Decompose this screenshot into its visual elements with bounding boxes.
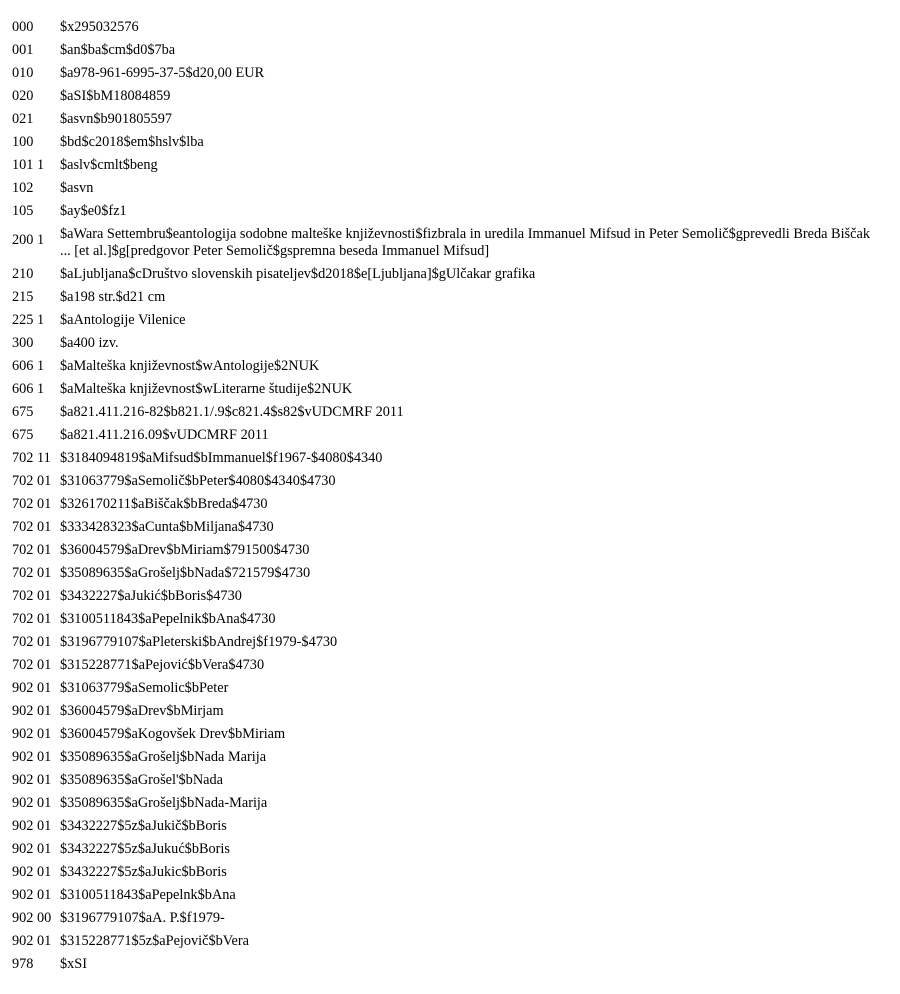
field-value: $36004579$aKogovšek Drev$bMiriam: [60, 726, 286, 742]
field-value: $x295032576: [60, 19, 139, 35]
field-tag: 702 01: [12, 496, 52, 512]
field-tag: 300: [12, 335, 34, 351]
marc-field-000: [12, 16, 882, 39]
field-value: $a821.411.216.09$vUDCMRF 2011: [60, 427, 269, 443]
marc-field-702: [12, 470, 882, 493]
field-value: $315228771$aPejović$bVera$4730: [60, 657, 265, 673]
field-value: $3196779107$aA. P.$f1979-: [60, 910, 225, 926]
marc-field-606: [12, 355, 882, 378]
field-value: $an$ba$cm$d0$7ba: [60, 42, 176, 58]
field-value: $3100511843$aPepelnk$bAna: [60, 887, 236, 903]
marc-field-902: [12, 838, 882, 861]
field-value: $35089635$aGrošelj$bNada$721579$4730: [60, 565, 311, 581]
field-tag: 606 1: [12, 381, 45, 397]
field-tag: 702 01: [12, 588, 52, 604]
field-tag: 702 01: [12, 634, 52, 650]
field-value: $bd$c2018$em$hslv$lba: [60, 134, 204, 150]
field-value: $aMalteška književnost$wLiterarne študije$2NUK: [60, 381, 353, 397]
field-tag: 902 01: [12, 749, 52, 765]
field-tag: 902 01: [12, 772, 52, 788]
field-value: $xSI: [60, 956, 88, 972]
field-value: $326170211$aBiščak$bBreda$4730: [60, 496, 268, 512]
field-tag: 675: [12, 427, 34, 443]
marc-field-675: [12, 424, 882, 447]
field-tag: 902 01: [12, 680, 52, 696]
marc-field-902: [12, 792, 882, 815]
field-tag: 902 01: [12, 726, 52, 742]
field-value: $35089635$aGrošelj$bNada Marija: [60, 749, 267, 765]
field-value: $35089635$aGrošelj$bNada-Marija: [60, 795, 268, 811]
field-value: $asvn$b901805597: [60, 111, 172, 127]
field-value: $3196779107$aPleterski$bAndrej$f1979-$4730: [60, 634, 338, 650]
marc-field-902: [12, 861, 882, 884]
field-tag: 210: [12, 266, 34, 282]
marc-field-902: [12, 815, 882, 838]
field-value: $333428323$aCunta$bMiljana$4730: [60, 519, 274, 535]
field-tag: 702 01: [12, 657, 52, 673]
field-tag: 978: [12, 956, 34, 972]
field-value: $3432227$5z$aJukuć$bBoris: [60, 841, 230, 857]
field-tag: 606 1: [12, 358, 45, 374]
field-tag: 902 01: [12, 887, 52, 903]
field-value: $35089635$aGrošel'$bNada: [60, 772, 223, 788]
field-value: $ay$e0$fz1: [60, 203, 127, 219]
field-tag: 902 01: [12, 864, 52, 880]
field-value: $3184094819$aMifsud$bImmanuel$f1967-$4080$4340: [60, 450, 383, 466]
marc-field-702: [12, 654, 882, 677]
field-tag: 702 01: [12, 473, 52, 489]
field-value: $3432227$5z$aJukic$bBoris: [60, 864, 227, 880]
field-value: $asvn: [60, 180, 94, 196]
marc-field-702: [12, 539, 882, 562]
marc-field-902: [12, 746, 882, 769]
field-tag: 010: [12, 65, 34, 81]
marc-field-702: [12, 562, 882, 585]
marc-field-200: [12, 223, 882, 263]
marc-field-702: [12, 447, 882, 470]
field-tag: 102: [12, 180, 34, 196]
marc-field-902: [12, 769, 882, 792]
field-tag: 105: [12, 203, 34, 219]
field-tag: 215: [12, 289, 34, 305]
marc-field-021: [12, 108, 882, 131]
field-value: $a821.411.216-82$b821.1/.9$c821.4$s82$vUDCMRF 2011: [60, 404, 404, 420]
field-value: $3432227$aJukić$bBoris$4730: [60, 588, 242, 604]
field-tag: 902 01: [12, 818, 52, 834]
field-tag-text: 200 1: [12, 232, 45, 248]
field-value: $aAntologije Vilenice: [60, 312, 186, 328]
marc-field-010: [12, 62, 882, 85]
field-value: $31063779$aSemolic$bPeter: [60, 680, 229, 696]
field-value: $315228771$5z$aPejovič$bVera: [60, 933, 249, 949]
field-tag: 702 01: [12, 611, 52, 627]
marc-field-702: [12, 585, 882, 608]
field-tag: 902 00: [12, 910, 52, 926]
marc-field-902: [12, 930, 882, 953]
marc-field-020: [12, 85, 882, 108]
marc-field-675: [12, 401, 882, 424]
field-tag: 675: [12, 404, 34, 420]
marc-field-300: [12, 332, 882, 355]
marc-field-001: [12, 39, 882, 62]
field-value: $36004579$aDrev$bMirjam: [60, 703, 224, 719]
field-tag: 001: [12, 42, 34, 58]
field-tag: 902 01: [12, 703, 52, 719]
field-tag: 902 01: [12, 933, 52, 949]
field-tag: 702 01: [12, 542, 52, 558]
field-value: $aLjubljana$cDruštvo slovenskih pisateljev$d2018$e[Ljubljana]$gUlčakar grafika: [60, 266, 536, 282]
field-tag: 702 01: [12, 565, 52, 581]
field-tag: 101 1: [12, 157, 45, 173]
field-value: $aMalteška književnost$wAntologije$2NUK: [60, 358, 320, 374]
field-tag: [12, 223, 60, 252]
marc-field-215: [12, 286, 882, 309]
field-value: $aSI$bM18084859: [60, 88, 171, 104]
field-value: $a198 str.$d21 cm: [60, 289, 166, 305]
field-tag: 902 01: [12, 841, 52, 857]
marc-field-702: [12, 493, 882, 516]
marc-field-101: [12, 154, 882, 177]
field-value: $a400 izv.: [60, 335, 119, 351]
marc-field-210: [12, 263, 882, 286]
field-value: $aslv$cmlt$beng: [60, 157, 158, 173]
field-tag: 100: [12, 134, 34, 150]
marc-field-225: [12, 309, 882, 332]
marc-field-702: [12, 631, 882, 654]
marc-field-102: [12, 177, 882, 200]
field-tag: 000: [12, 19, 34, 35]
field-value: $3432227$5z$aJukič$bBoris: [60, 818, 227, 834]
field-value: $36004579$aDrev$bMiriam$791500$4730: [60, 542, 310, 558]
marc-field-902: [12, 723, 882, 746]
field-tag: 225 1: [12, 312, 45, 328]
field-value: $31063779$aSemolič$bPeter$4080$4340$4730: [60, 473, 336, 489]
marc-field-902: [12, 884, 882, 907]
field-tag: 020: [12, 88, 34, 104]
field-tag: 902 01: [12, 795, 52, 811]
marc-record: [12, 16, 882, 976]
field-value: $a978-961-6995-37-5$d20,00 EUR: [60, 65, 265, 81]
marc-field-105: [12, 200, 882, 223]
marc-field-978: [12, 953, 882, 976]
marc-field-100: [12, 131, 882, 154]
field-value: $3100511843$aPepelnik$bAna$4730: [60, 611, 276, 627]
field-tag: 702 11: [12, 450, 51, 466]
field-tag: 021: [12, 111, 34, 127]
marc-field-902: [12, 677, 882, 700]
marc-field-702: [12, 516, 882, 539]
marc-field-902: [12, 907, 882, 930]
field-value: $aWara Settembru$eantologija sodobne malteške književnosti$fizbrala in uredila Immanuel Mifsud in Peter Semolič$gprevedli Breda Biščak ... [et al.]$g[predgovor Peter Semolič$gspremna beseda Immanuel Mifsud]: [60, 226, 870, 259]
marc-field-702: [12, 608, 882, 631]
marc-field-902: [12, 700, 882, 723]
field-tag: 702 01: [12, 519, 52, 535]
marc-field-606: [12, 378, 882, 401]
